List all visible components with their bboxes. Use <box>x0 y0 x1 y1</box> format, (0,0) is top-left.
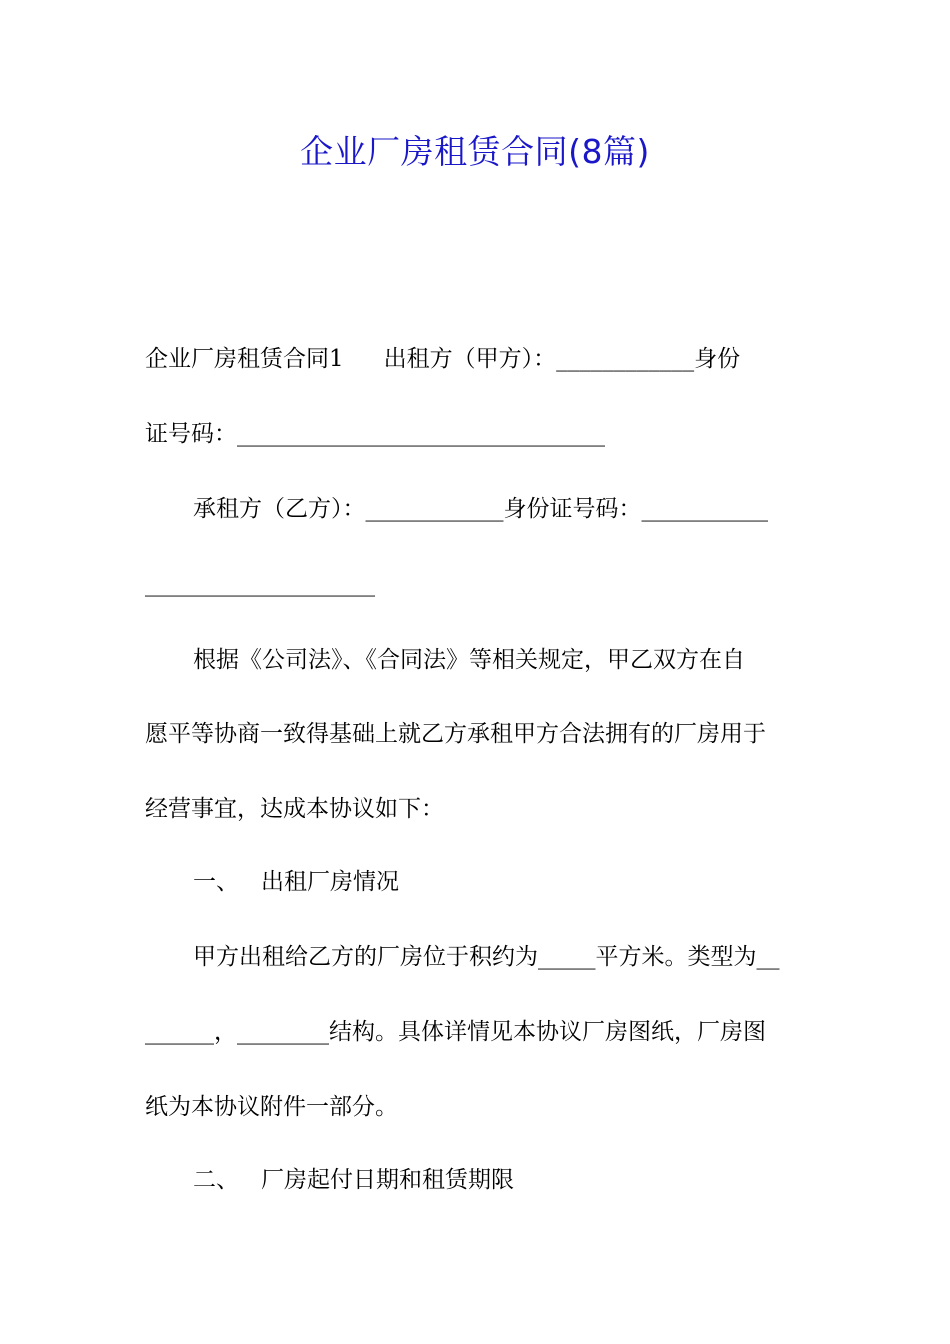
paragraph-line: 甲方出租给乙方的厂房位于积约为_____平方米。类型为__ <box>193 944 780 970</box>
paragraph-line: 经营事宜，达成本协议如下： <box>145 796 444 822</box>
paragraph-line: 纸为本协议附件一部分。 <box>145 1094 398 1120</box>
section-heading <box>193 1160 810 1200</box>
paragraph-line: 承租方（乙方）：____________身份证号码：___________ <box>193 496 768 522</box>
document-title: 企业厂房租赁合同(8篇) <box>300 132 650 171</box>
section-heading <box>193 862 810 902</box>
paragraph-line: 愿平等协商一致得基础上就乙方承租甲方合法拥有的厂房用于 <box>145 721 766 747</box>
lessor-field: 出租方（甲方）：____________身份 <box>383 346 741 372</box>
paragraph-line: 根据《公司法》、《合同法》等相关规定，甲乙双方在自 <box>193 647 745 673</box>
section-number: 二、 <box>193 1167 239 1193</box>
paragraph-line: ____________________ <box>145 571 375 597</box>
section-title: 厂房起付日期和租赁期限 <box>261 1167 514 1193</box>
paragraph-line: 证号码：________________________________ <box>145 421 605 447</box>
section-title: 出租厂房情况 <box>261 869 399 895</box>
section-number: 一、 <box>193 869 239 895</box>
contract-number: 企业厂房租赁合同1 <box>145 346 344 372</box>
paragraph-line <box>145 339 810 379</box>
paragraph-line: ______，________结构。具体详情见本协议厂房图纸，厂房图 <box>145 1019 766 1045</box>
